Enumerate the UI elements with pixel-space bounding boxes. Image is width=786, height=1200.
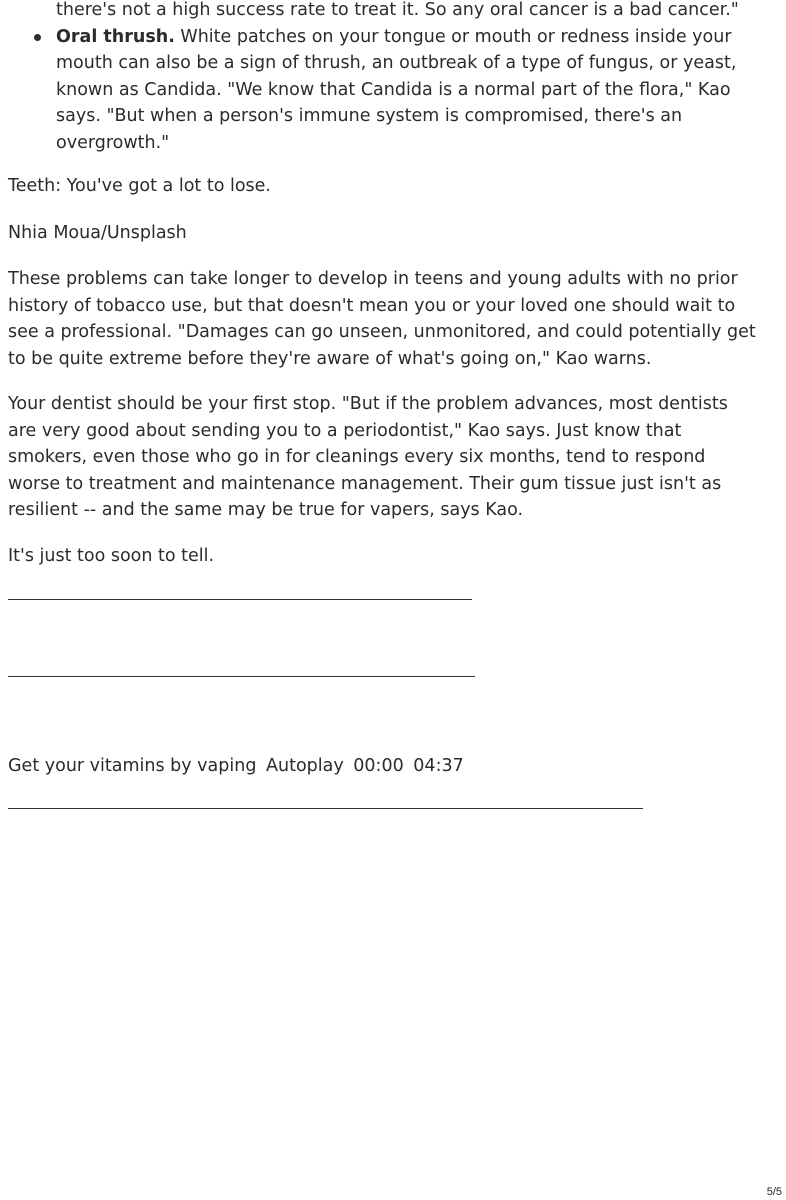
photo-credit: Nhia Moua/Unsplash	[8, 222, 187, 243]
body-paragraph: Your dentist should be your first stop. "But if the problem advances, most dentists are very good about sending you to a periodontist," Kao says. Just know that smokers, even those who go in for cleanings every six months, tend to respond worse to treatment and maintenance management. Their gum tissue just isn't as resilient -- and the same may be true for vapers, says Kao.	[8, 394, 728, 520]
video-progress-bar[interactable]	[8, 808, 643, 809]
image-caption: Teeth: You've got a lot to lose.	[8, 176, 271, 196]
bullet-heading: Oral thrush.	[56, 26, 175, 47]
bullet-list	[8, 0, 758, 156]
bullet-text: there's not a high success rate to treat it. So any oral cancer is a bad cancer."	[56, 0, 739, 20]
autoplay-toggle[interactable]: Autoplay	[266, 756, 344, 776]
bullet-text: White patches on your tongue or mouth or redness inside your mouth can also be a sign of thrush, an outbreak of a type of fungus, or yeast, known as Candida. "We know that Candida is a normal part of the flora," Kao says. "But when a person's immune system is compromised, there's an overgrowth."	[56, 26, 737, 153]
video-duration: 04:37	[413, 756, 464, 776]
body-paragraph: These problems can take longer to develop in teens and young adults with no prior history of tobacco use, but that doesn't mean you or your loved one should wait to see a professional. "Damages can go unseen, unmonitored, and could potentially get to be quite extreme before they're aware of what's going on," Kao warns.	[8, 269, 756, 369]
list-item	[56, 0, 758, 24]
video-current-time: 00:00	[353, 756, 404, 776]
bullet-dot-icon	[34, 34, 41, 41]
divider	[8, 599, 472, 600]
page-number: 5/5	[766, 1186, 782, 1198]
list-item	[56, 24, 758, 157]
body-paragraph: It's just too soon to tell.	[8, 545, 215, 566]
video-title: Get your vitamins by vaping	[8, 756, 257, 776]
article-page	[8, 0, 758, 809]
divider	[8, 676, 475, 677]
video-player-text	[8, 753, 758, 780]
